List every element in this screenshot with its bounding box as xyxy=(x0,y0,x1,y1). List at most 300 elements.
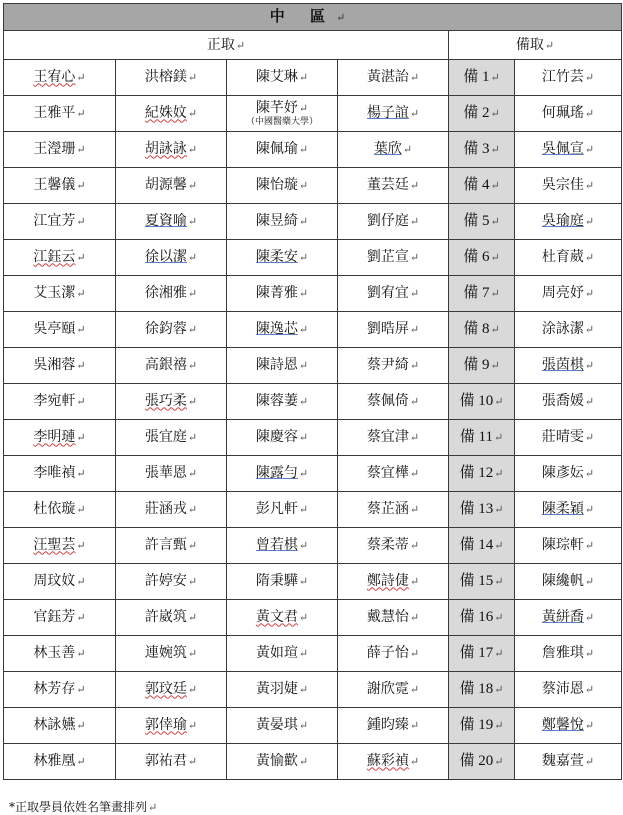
admitted-name: 葉欣 xyxy=(373,141,402,158)
admitted-name: 洪榕鎂 xyxy=(144,69,187,86)
admitted-name-cell xyxy=(4,312,116,348)
header-backup-cell xyxy=(449,31,622,60)
backup-name-cell xyxy=(515,204,622,240)
backup-name-cell xyxy=(515,96,622,132)
admitted-name-cell xyxy=(227,492,338,528)
admitted-name-cell xyxy=(338,672,449,708)
backup-number-cell xyxy=(449,672,515,708)
backup-name: 涂詠潔 xyxy=(541,321,584,338)
admitted-name-cell xyxy=(116,240,227,276)
paragraph-mark: ↵ xyxy=(298,215,309,229)
admission-list-sheet xyxy=(3,3,621,814)
admitted-name: 杜依璇 xyxy=(33,501,76,518)
paragraph-mark: ↵ xyxy=(76,71,86,85)
backup-number: 備 20 xyxy=(459,752,494,769)
paragraph-mark: ↵ xyxy=(187,575,198,589)
backup-name: 魏嘉萱 xyxy=(541,753,584,770)
admitted-name: 黃湛詒 xyxy=(366,69,409,86)
paragraph-mark: ↵ xyxy=(490,70,500,84)
paragraph-mark: ↵ xyxy=(187,719,198,733)
paragraph-mark: ↵ xyxy=(409,359,420,373)
admitted-name: 夏資喻 xyxy=(144,213,187,230)
paragraph-mark: ↵ xyxy=(76,395,86,409)
paragraph-mark: ↵ xyxy=(76,359,86,373)
header-backup: 備取 xyxy=(515,36,544,53)
paragraph-mark: ↵ xyxy=(494,754,504,768)
paragraph-mark: ↵ xyxy=(584,215,595,229)
admitted-name: 李唯禎 xyxy=(33,465,76,482)
paragraph-mark: ↵ xyxy=(584,431,595,445)
backup-name-cell xyxy=(515,132,622,168)
admitted-name: 張宜庭 xyxy=(144,429,187,446)
admitted-name: 鄭詩倢 xyxy=(366,573,409,590)
backup-name-cell xyxy=(515,420,622,456)
admitted-name: 楊子誼 xyxy=(366,105,409,122)
admitted-name-cell xyxy=(4,240,116,276)
admitted-name: 陳露勻 xyxy=(255,465,298,482)
paragraph-mark: ↵ xyxy=(187,251,198,265)
admitted-name: 蔡佩倚 xyxy=(366,393,409,410)
paragraph-mark: ↵ xyxy=(490,178,500,192)
paragraph-mark: ↵ xyxy=(490,142,500,156)
admitted-name: 郭倖瑜 xyxy=(144,717,187,734)
admitted-name-cell xyxy=(338,60,449,96)
admitted-name: 吳亭頤 xyxy=(33,321,76,338)
backup-name-cell xyxy=(515,636,622,672)
paragraph-mark: ↵ xyxy=(493,430,504,444)
backup-number-cell xyxy=(449,348,515,384)
admitted-name-cell xyxy=(227,384,338,420)
paragraph-mark: ↵ xyxy=(298,647,309,661)
paragraph-mark: ↵ xyxy=(298,287,309,301)
admitted-name: 彭凡軒 xyxy=(255,501,298,518)
admitted-name-cell xyxy=(4,168,116,204)
admitted-name: 劉伃庭 xyxy=(366,213,409,230)
backup-name: 陳柔穎 xyxy=(541,501,584,518)
admitted-name-cell xyxy=(4,348,116,384)
backup-number: 備 16 xyxy=(459,608,494,625)
admitted-name: 陳艾琳 xyxy=(255,69,298,86)
admitted-name-cell xyxy=(338,600,449,636)
admitted-name: 林雅凰 xyxy=(33,753,76,770)
backup-number-cell xyxy=(449,384,515,420)
paragraph-mark: ↵ xyxy=(584,71,595,85)
table-row xyxy=(4,168,622,204)
admitted-name: 陳怡璇 xyxy=(255,177,298,194)
backup-number: 備 2 xyxy=(463,104,490,121)
paragraph-mark: ↵ xyxy=(187,71,198,85)
title-row xyxy=(4,4,622,31)
table-row xyxy=(4,744,622,780)
admitted-name-cell xyxy=(116,492,227,528)
backup-name-cell xyxy=(515,564,622,600)
paragraph-mark: ↵ xyxy=(584,719,595,733)
admitted-name: 胡源馨 xyxy=(144,177,187,194)
backup-number: 備 1 xyxy=(463,68,490,85)
admitted-name-cell xyxy=(227,276,338,312)
backup-name-cell xyxy=(515,240,622,276)
admitted-name: 艾玉潔 xyxy=(33,285,76,302)
paragraph-mark: ↵ xyxy=(298,359,309,373)
admitted-name-cell xyxy=(227,312,338,348)
backup-name-cell xyxy=(515,672,622,708)
admitted-name: 陳詩恩 xyxy=(255,357,298,374)
backup-number: 備 15 xyxy=(459,572,494,589)
backup-name-cell xyxy=(515,276,622,312)
admitted-name: 王馨儀 xyxy=(33,177,76,194)
admitted-name: 王宥心 xyxy=(33,69,76,86)
paragraph-mark: ↵ xyxy=(187,179,198,193)
paragraph-mark: ↵ xyxy=(76,647,86,661)
table-row xyxy=(4,348,622,384)
admitted-name: 高銀禧 xyxy=(144,357,187,374)
paragraph-mark: ↵ xyxy=(148,801,158,814)
admitted-name: 黃如瑄 xyxy=(255,645,298,662)
paragraph-mark: ↵ xyxy=(494,538,504,552)
paragraph-mark: ↵ xyxy=(402,143,413,157)
table-row xyxy=(4,384,622,420)
paragraph-mark: ↵ xyxy=(584,467,595,481)
admitted-name: 董芸廷 xyxy=(366,177,409,194)
backup-number: 備 11 xyxy=(459,428,493,445)
admitted-name: 曾若棋 xyxy=(255,537,298,554)
table-row xyxy=(4,204,622,240)
backup-name-cell xyxy=(515,600,622,636)
paragraph-mark: ↵ xyxy=(494,394,504,408)
paragraph-mark: ↵ xyxy=(584,359,595,373)
paragraph-mark: ↵ xyxy=(409,107,420,121)
admitted-name-cell xyxy=(116,132,227,168)
paragraph-mark: ↵ xyxy=(409,287,420,301)
admitted-name: 莊涵戎 xyxy=(144,501,187,518)
admitted-name-cell xyxy=(227,204,338,240)
backup-number: 備 8 xyxy=(463,320,490,337)
paragraph-mark: ↵ xyxy=(584,575,595,589)
backup-name: 周亮妤 xyxy=(541,285,584,302)
paragraph-mark: ↵ xyxy=(584,755,595,769)
paragraph-mark: ↵ xyxy=(76,107,86,121)
admitted-name-cell xyxy=(338,384,449,420)
admitted-name: 黃文君 xyxy=(255,609,298,626)
admitted-name-cell xyxy=(116,564,227,600)
admitted-name-cell xyxy=(4,492,116,528)
admitted-name: 李宛軒 xyxy=(33,393,76,410)
backup-name-cell xyxy=(515,456,622,492)
paragraph-mark: ↵ xyxy=(187,647,198,661)
admitted-name-cell xyxy=(116,168,227,204)
table-row xyxy=(4,600,622,636)
admitted-name-cell xyxy=(116,672,227,708)
paragraph-mark: ↵ xyxy=(298,323,309,337)
admitted-name-cell xyxy=(116,384,227,420)
admitted-name: 隋秉驊 xyxy=(255,573,298,590)
paragraph-mark: ↵ xyxy=(490,322,500,336)
admitted-name-cell xyxy=(116,96,227,132)
paragraph-mark: ↵ xyxy=(187,467,198,481)
admitted-name-cell xyxy=(227,132,338,168)
admitted-name-cell xyxy=(338,348,449,384)
backup-name: 張喬媛 xyxy=(541,393,584,410)
paragraph-mark: ↵ xyxy=(298,179,309,193)
admitted-name-cell xyxy=(338,456,449,492)
paragraph-mark: ↵ xyxy=(76,287,86,301)
paragraph-mark: ↵ xyxy=(336,11,356,25)
admitted-name-cell xyxy=(227,456,338,492)
paragraph-mark: ↵ xyxy=(298,719,309,733)
backup-number: 備 3 xyxy=(463,140,490,157)
backup-name: 吳佩宣 xyxy=(541,141,584,158)
admitted-name-cell xyxy=(338,528,449,564)
paragraph-mark: ↵ xyxy=(409,611,420,625)
paragraph-mark: ↵ xyxy=(187,359,198,373)
admitted-name: 林芳存 xyxy=(33,681,76,698)
admitted-name: 許崴筑 xyxy=(144,609,187,626)
admitted-name-cell xyxy=(227,744,338,780)
admitted-name-cell xyxy=(338,564,449,600)
backup-name-cell xyxy=(515,384,622,420)
paragraph-mark: ↵ xyxy=(298,467,309,481)
admitted-name: 劉芷宣 xyxy=(366,249,409,266)
backup-number: 備 12 xyxy=(459,464,494,481)
table-row xyxy=(4,672,622,708)
paragraph-mark: ↵ xyxy=(187,143,198,157)
paragraph-mark: ↵ xyxy=(409,395,420,409)
admitted-name-cell xyxy=(227,636,338,672)
paragraph-mark: ↵ xyxy=(187,215,198,229)
footnote xyxy=(9,798,157,815)
paragraph-mark: ↵ xyxy=(76,431,86,445)
backup-name: 江竹芸 xyxy=(541,69,584,86)
paragraph-mark: ↵ xyxy=(298,251,309,265)
paragraph-mark: ↵ xyxy=(187,503,198,517)
backup-number-cell xyxy=(449,636,515,672)
admitted-name-cell xyxy=(116,312,227,348)
admitted-name: 徐鈞蓉 xyxy=(144,321,187,338)
paragraph-mark: ↵ xyxy=(76,215,86,229)
backup-name: 張茵棋 xyxy=(541,357,584,374)
table-row xyxy=(4,708,622,744)
backup-number: 備 7 xyxy=(463,284,490,301)
admitted-name-cell xyxy=(338,492,449,528)
backup-name: 鄭馨悅 xyxy=(541,717,584,734)
admitted-name: 黃愉歡 xyxy=(255,753,298,770)
admitted-name: 黃羽婕 xyxy=(255,681,298,698)
backup-number: 備 10 xyxy=(459,392,494,409)
admitted-name-cell xyxy=(4,564,116,600)
paragraph-mark: ↵ xyxy=(187,323,198,337)
paragraph-mark: ↵ xyxy=(409,719,420,733)
backup-name-cell xyxy=(515,528,622,564)
admitted-name-cell xyxy=(4,708,116,744)
paragraph-mark: ↵ xyxy=(409,575,420,589)
backup-name: 吳瑜庭 xyxy=(541,213,584,230)
paragraph-mark: ↵ xyxy=(298,395,309,409)
admitted-name: 張華恩 xyxy=(144,465,187,482)
paragraph-mark: ↵ xyxy=(409,323,420,337)
admitted-name: 紀姝妏 xyxy=(144,105,187,122)
admitted-name: 陳芊妤 xyxy=(255,99,298,116)
paragraph-mark: ↵ xyxy=(584,611,595,625)
admitted-name: 陳柔安 xyxy=(255,249,298,266)
admitted-name: 王瀅珊 xyxy=(33,141,76,158)
admitted-name: 蔡宜樺 xyxy=(366,465,409,482)
paragraph-mark: ↵ xyxy=(76,143,86,157)
paragraph-mark: ↵ xyxy=(298,611,309,625)
admitted-name: 鍾昀臻 xyxy=(366,717,409,734)
admitted-name-cell xyxy=(116,60,227,96)
backup-number-cell xyxy=(449,600,515,636)
admitted-name-cell xyxy=(227,240,338,276)
paragraph-mark: ↵ xyxy=(490,250,500,264)
admitted-name-cell xyxy=(338,168,449,204)
paragraph-mark: ↵ xyxy=(187,539,198,553)
backup-number-cell xyxy=(449,204,515,240)
table-row xyxy=(4,492,622,528)
backup-name-cell xyxy=(515,312,622,348)
paragraph-mark: ↵ xyxy=(187,683,198,697)
admitted-name-cell xyxy=(338,744,449,780)
backup-number: 備 9 xyxy=(463,356,490,373)
backup-number-cell xyxy=(449,528,515,564)
admitted-name-cell xyxy=(4,420,116,456)
paragraph-mark: ↵ xyxy=(298,101,309,115)
paragraph-mark: ↵ xyxy=(584,107,595,121)
paragraph-mark: ↵ xyxy=(298,143,309,157)
backup-number-cell xyxy=(449,276,515,312)
admitted-name: 江宜芳 xyxy=(33,213,76,230)
paragraph-mark: ↵ xyxy=(409,683,420,697)
footnote-text: *正取學員依姓名筆畫排列 xyxy=(9,800,148,814)
backup-number-cell xyxy=(449,492,515,528)
paragraph-mark: ↵ xyxy=(76,755,86,769)
admitted-name-cell xyxy=(227,600,338,636)
paragraph-mark: ↵ xyxy=(409,539,420,553)
admitted-name: 陳昱綺 xyxy=(255,213,298,230)
paragraph-mark: ↵ xyxy=(584,395,595,409)
admitted-name-cell xyxy=(116,708,227,744)
paragraph-mark: ↵ xyxy=(494,646,504,660)
backup-name-cell xyxy=(515,492,622,528)
admitted-name-cell xyxy=(4,132,116,168)
paragraph-mark: ↵ xyxy=(584,251,595,265)
backup-number-cell xyxy=(449,132,515,168)
backup-name: 何珮瑤 xyxy=(541,105,584,122)
admitted-name: 薛子怡 xyxy=(366,645,409,662)
admitted-name: 陳佩瑜 xyxy=(255,141,298,158)
admitted-name: 吳湘蓉 xyxy=(33,357,76,374)
admitted-name-cell xyxy=(338,312,449,348)
backup-number: 備 19 xyxy=(459,716,494,733)
admitted-name-cell xyxy=(4,528,116,564)
paragraph-mark: ↵ xyxy=(187,431,198,445)
admitted-name-cell xyxy=(4,636,116,672)
admitted-name: 陳蓉萋 xyxy=(255,393,298,410)
paragraph-mark: ↵ xyxy=(494,718,504,732)
backup-name: 莊晴雯 xyxy=(541,429,584,446)
paragraph-mark: ↵ xyxy=(76,611,86,625)
backup-name-cell xyxy=(515,744,622,780)
admitted-name-cell xyxy=(338,204,449,240)
admitted-name: 江鈺云 xyxy=(33,249,76,266)
admitted-name-cell xyxy=(4,600,116,636)
backup-number: 備 5 xyxy=(463,212,490,229)
admitted-name-cell xyxy=(338,96,449,132)
paragraph-mark: ↵ xyxy=(490,214,500,228)
paragraph-mark: ↵ xyxy=(494,610,504,624)
admitted-name: 林詠嬿 xyxy=(33,717,76,734)
admitted-name: 郭玟廷 xyxy=(144,681,187,698)
paragraph-mark: ↵ xyxy=(187,755,198,769)
backup-number-cell xyxy=(449,564,515,600)
admitted-name: 黃晏琪 xyxy=(255,717,298,734)
admitted-name-cell xyxy=(338,420,449,456)
paragraph-mark: ↵ xyxy=(409,179,420,193)
admitted-name: 汪聖芸 xyxy=(33,537,76,554)
admitted-name: 徐以潔 xyxy=(144,249,187,266)
admitted-name-cell xyxy=(116,528,227,564)
paragraph-mark: ↵ xyxy=(235,38,246,52)
paragraph-mark: ↵ xyxy=(187,107,198,121)
paragraph-mark: ↵ xyxy=(76,539,86,553)
admitted-name-cell xyxy=(4,204,116,240)
paragraph-mark: ↵ xyxy=(409,467,420,481)
school-note: （中國醫藥大學） xyxy=(245,116,318,127)
backup-number-cell xyxy=(449,168,515,204)
backup-number: 備 13 xyxy=(459,500,494,517)
admitted-name: 劉晧屏 xyxy=(366,321,409,338)
admitted-name: 陳慶容 xyxy=(255,429,298,446)
admitted-name-cell xyxy=(338,636,449,672)
admitted-name: 劉宥宜 xyxy=(366,285,409,302)
backup-number: 備 14 xyxy=(459,536,494,553)
admitted-name: 胡詠詠 xyxy=(144,141,187,158)
backup-name: 陳彥妘 xyxy=(541,465,584,482)
admitted-name: 許言甄 xyxy=(144,537,187,554)
paragraph-mark: ↵ xyxy=(409,215,420,229)
paragraph-mark: ↵ xyxy=(298,539,309,553)
admitted-name: 陳逸芯 xyxy=(255,321,298,338)
backup-number: 備 6 xyxy=(463,248,490,265)
admitted-name-cell xyxy=(4,96,116,132)
region-title: 中 區 xyxy=(269,7,336,26)
backup-number: 備 4 xyxy=(463,176,490,193)
admission-table-body xyxy=(4,4,622,780)
admitted-name-cell xyxy=(227,708,338,744)
table-row xyxy=(4,420,622,456)
admitted-name-cell xyxy=(227,60,338,96)
paragraph-mark: ↵ xyxy=(584,323,595,337)
paragraph-mark: ↵ xyxy=(76,503,86,517)
backup-number-cell xyxy=(449,420,515,456)
paragraph-mark: ↵ xyxy=(76,683,86,697)
header-row xyxy=(4,31,622,60)
paragraph-mark: ↵ xyxy=(490,358,500,372)
paragraph-mark: ↵ xyxy=(490,286,500,300)
backup-name: 陳琮軒 xyxy=(541,537,584,554)
admitted-name-cell xyxy=(116,744,227,780)
paragraph-mark: ↵ xyxy=(490,106,500,120)
backup-number-cell xyxy=(449,744,515,780)
admitted-name-cell xyxy=(4,744,116,780)
paragraph-mark: ↵ xyxy=(584,683,595,697)
paragraph-mark: ↵ xyxy=(187,395,198,409)
paragraph-mark: ↵ xyxy=(409,251,420,265)
paragraph-mark: ↵ xyxy=(494,574,504,588)
backup-name-cell xyxy=(515,708,622,744)
admitted-name: 張巧柔 xyxy=(144,393,187,410)
admitted-name-cell xyxy=(116,276,227,312)
admitted-name: 郭祐君 xyxy=(144,753,187,770)
